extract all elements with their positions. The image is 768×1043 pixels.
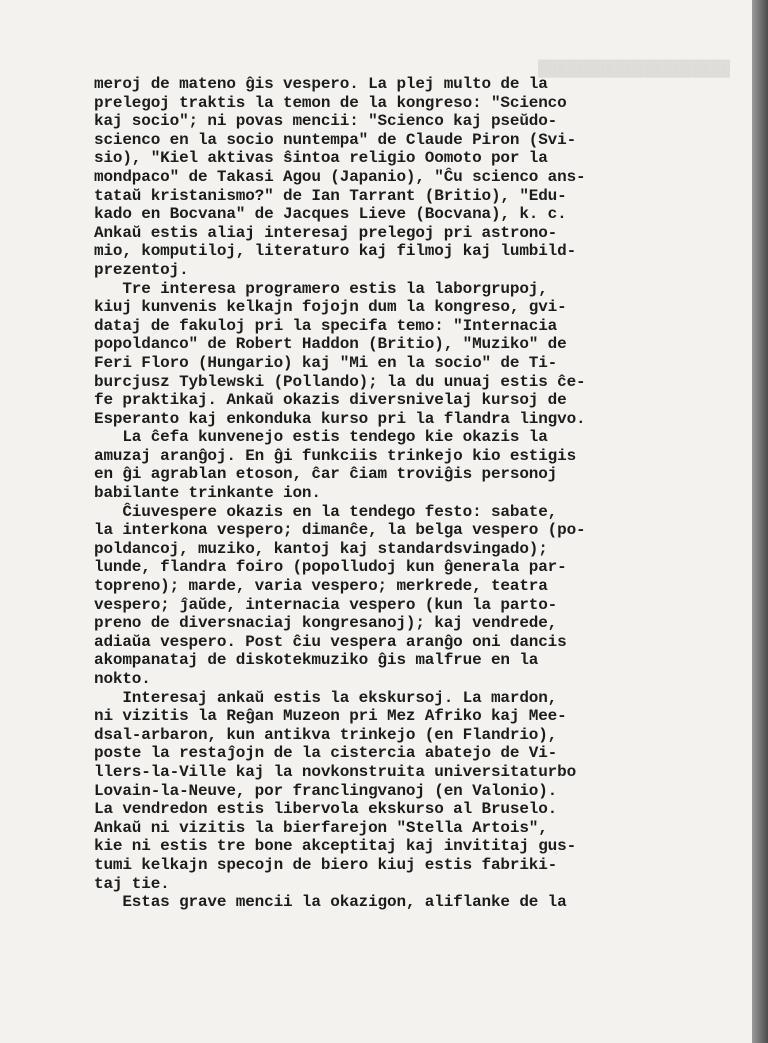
text-line: Ĉiuvespere okazis en la tendego festo: sabate, [94, 502, 558, 521]
text-line: meroj de mateno ĝis vespero. La plej multo de la [94, 75, 548, 93]
text-line: en ĝi agrablan etoson, ĉar ĉiam troviĝis personoj [94, 465, 558, 484]
text-line: nokto. [94, 670, 151, 688]
text-line: kaj socio"; ni povas mencii: "Scienco kaj pseŭdo- [94, 112, 558, 131]
text-line: La ĉefa kunvenejo estis tendego kie okazis la [94, 428, 548, 447]
text-line: La vendredon estis libervola ekskurso al Bruselo. [94, 800, 558, 819]
text-line: prezentoj. [94, 260, 189, 279]
text-line: prelegoj traktis la temon de la kongreso: "Scienco [94, 93, 567, 112]
text-line: Ankaŭ ni vizitis la bierfarejon "Stella Artois", [94, 818, 548, 837]
text-line: la interkona vespero; dimanĉe, la belga vespero (po- [94, 521, 586, 540]
text-line: preno de diversnaciaj kongresanoj); kaj vendrede, [94, 614, 558, 633]
show-through-text: ████████████████████ [537, 60, 730, 78]
text-line: lunde, flandra foiro (popolludoj kun ĝenerala par- [94, 558, 567, 577]
text-line: topreno); marde, varia vespero; merkrede, teatra [94, 577, 548, 596]
text-line: dsal-arbaron, kun antikva trinkejo (en Flandrio), [94, 725, 558, 744]
text-line: sio), "Kiel aktivas ŝintoa religio Oomoto por la [94, 149, 548, 168]
text-line: Interesaj ankaŭ estis la ekskursoj. La mardon, [94, 688, 558, 707]
text-line: scienco en la socio nuntempa" de Claude Piron (Svi- [94, 130, 577, 149]
text-line: burcjusz Tyblewski (Pollando); la du unuaj estis ĉe- [94, 372, 586, 391]
text-line: dataj de fakuloj pri la specifa temo: "Internacia [94, 316, 558, 335]
document-body [94, 75, 714, 912]
text-line: amuzaj aranĝoj. En ĝi funkciis trinkejo kio estigis [94, 446, 577, 465]
text-line: Feri Floro (Hungario) kaj "Mi en la socio" de Ti- [94, 353, 558, 372]
text-line: Tre interesa programero estis la laborgrupoj, [94, 279, 548, 298]
text-line: Estas grave mencii la okazigon, aliflanke de la [94, 893, 567, 912]
text-line: taj tie. [94, 874, 170, 893]
text-line: kiuj kunvenis kelkajn fojojn dum la kongreso, gvi- [94, 298, 567, 317]
text-line: poste la restaĵojn de la cistercia abatejo de Vi- [94, 744, 558, 763]
text-line: babilante trinkante ion. [94, 484, 321, 503]
text-line: Ankaŭ estis aliaj interesaj prelegoj pri astrono- [94, 223, 558, 242]
text-line: mondpaco" de Takasi Agou (Japanio), "Ĉu scienco ans- [94, 167, 586, 186]
text-line: kie ni estis tre bone akceptitaj kaj invititaj gus- [94, 837, 577, 856]
text-line: kado en Bocvana" de Jacques Lieve (Bocvana), k. c. [94, 205, 567, 224]
text-line: poldancoj, muziko, kantoj kaj standardsvingado); [94, 539, 548, 558]
text-line: tataŭ kristanismo?" de Ian Tarrant (Britio), "Edu- [94, 186, 567, 205]
text-line: Lovain-la-Neuve, por franclingvanoj (en Valonio). [94, 781, 558, 800]
text-line: akompanataj de diskotekmuziko ĝis malfrue en la [94, 651, 539, 670]
text-line: tumi kelkajn specojn de biero kiuj estis fabriki- [94, 855, 558, 874]
text-line: Esperanto kaj enkonduka kurso pri la flandra lingvo. [94, 409, 586, 428]
text-line: ni vizitis la Reĝan Muzeon pri Mez Afriko kaj Mee- [94, 707, 567, 726]
text-line: mio, komputiloj, literaturo kaj filmoj kaj lumbild- [94, 242, 577, 261]
text-line: popoldanco" de Robert Haddon (Britio), "Muziko" de [94, 335, 567, 354]
text-line: fe praktikaj. Ankaŭ okazis diversnivelaj kursoj de [94, 391, 567, 410]
text-line: vespero; ĵaŭde, internacia vespero (kun la parto- [94, 595, 558, 614]
text-line: adiaŭa vespero. Post ĉiu vespera aranĝo oni dancis [94, 632, 567, 651]
page-edge-shadow [752, 0, 768, 1043]
text-line: llers-la-Ville kaj la novkonstruita universitaturbo [94, 762, 577, 781]
